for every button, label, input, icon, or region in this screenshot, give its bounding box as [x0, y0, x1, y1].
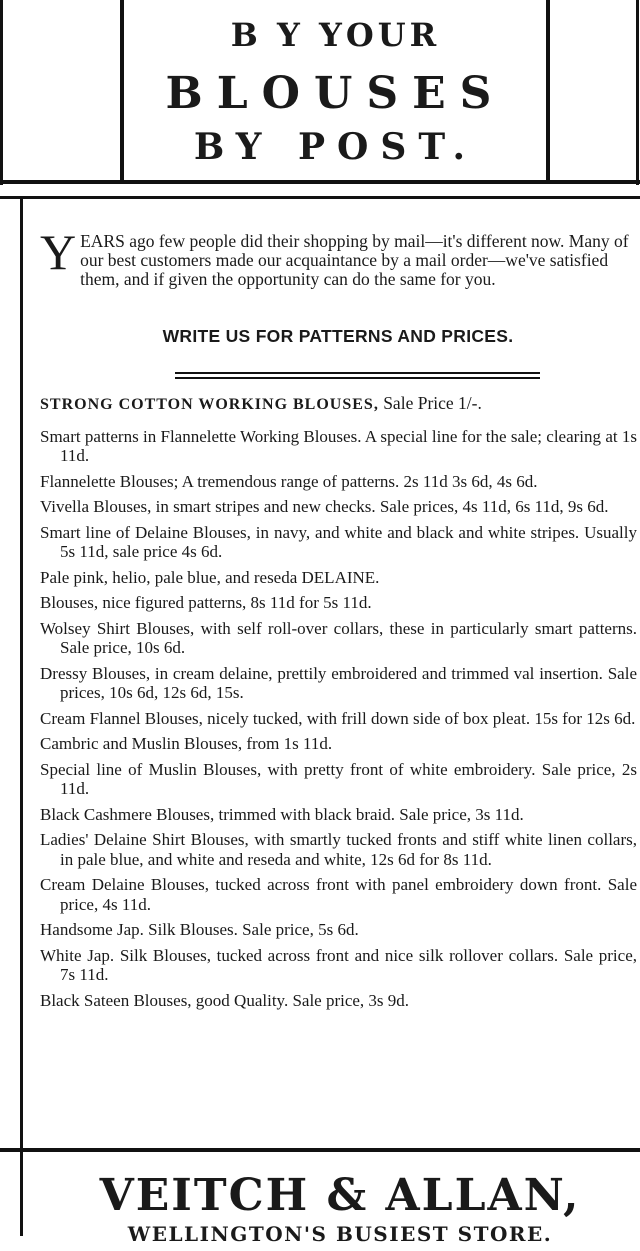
- body-bottom-rule: [0, 1148, 640, 1152]
- list-item: Dressy Blouses, in cream delaine, prettily embroidered and trimmed val insertion. Sale prices, 10s 6d, 12s 6d, 15s.: [40, 663, 637, 702]
- body-top-rule: [0, 196, 640, 199]
- blouse-price-list: [40, 394, 637, 1016]
- list-item: Vivella Blouses, in smart stripes and new checks. Sale prices, 4s 11d, 6s 11d, 9s 6d.: [40, 497, 609, 516]
- list-item: Flannelette Blouses; A tremendous range of patterns. 2s 11d 3s 6d, 4s 6d.: [40, 471, 538, 491]
- list-item: Cream Flannel Blouses, nicely tucked, with frill down side of box pleat. 15s for 12s 6d.: [40, 708, 636, 728]
- header-title: BLOUSES: [165, 68, 506, 119]
- advert-header: [123, 0, 548, 180]
- list-item: Cambric and Muslin Blouses, from 1s 11d.: [40, 734, 333, 753]
- patterns-callout: WRITE US FOR PATTERNS AND PRICES.: [162, 326, 514, 346]
- store-name: VEITCH & ALLAN,: [99, 1170, 581, 1221]
- list-item: Cream Delaine Blouses, tucked across front with panel embroidery down front. Sale price, 4s 11d.: [40, 875, 637, 914]
- divider-rule-2: [175, 377, 540, 379]
- left-border-top: [0, 0, 3, 185]
- list-item: Black Sateen Blouses, good Quality. Sale price, 3s 9d.: [40, 990, 410, 1010]
- header-line-3: BY POST.: [193, 126, 478, 168]
- store-tagline: WELLINGTON'S BUSIEST STORE.: [127, 1222, 553, 1246]
- intro-text: EARS ago few people did their shopping by mail—it's different now. Many of our best customers made our acquaintance by a mail order—we've satisfied them, and if given the opportunity can do the same for you.: [80, 231, 629, 289]
- right-border-top: [636, 0, 639, 185]
- header-bottom-rule: [0, 180, 640, 184]
- list-item: Pale pink, helio, pale blue, and reseda DELAINE.: [40, 567, 380, 587]
- list-item: Wolsey Shirt Blouses, with self roll-over collars, these in particularly smart patterns. Sale price, 10s 6d.: [40, 618, 637, 657]
- divider-rule-1: [175, 372, 540, 374]
- list-item: Smart patterns in Flannelette Working Blouses. A special line for the sale; clearing at 1s 11d.: [40, 426, 637, 465]
- list-item: Special line of Muslin Blouses, with pretty front of white embroidery. Sale price, 2s 11d.: [40, 759, 637, 798]
- list-item: Blouses, nice figured patterns, 8s 11d for 5s 11d.: [40, 593, 372, 612]
- list-item: Handsome Jap. Silk Blouses. Sale price, 5s 6d.: [40, 920, 359, 939]
- header-line-1: B Y YOUR: [230, 16, 441, 54]
- left-border-main: [20, 196, 23, 1236]
- list-item: White Jap. Silk Blouses, tucked across front and nice silk rollover collars. Sale price, 7s 11d.: [40, 945, 637, 984]
- list-item: Smart line of Delaine Blouses, in navy, and white and black and white stripes. Usually 5s 11d, sale price 4s 6d.: [40, 522, 637, 561]
- list-item: Ladies' Delaine Shirt Blouses, with smartly tucked fronts and stiff white linen collars, in pale blue, and white and reseda and white, 12s 6d for 8s 11d.: [40, 830, 637, 869]
- list-heading-price: Sale Price 1/-.: [378, 393, 482, 413]
- intro-dropcap: Y: [40, 224, 77, 280]
- list-heading: [40, 394, 637, 415]
- list-item: Black Cashmere Blouses, trimmed with black braid. Sale price, 3s 11d.: [40, 804, 524, 824]
- intro-paragraph: [40, 224, 636, 289]
- list-heading-title: STRONG COTTON WORKING BLOUSES,: [40, 396, 379, 413]
